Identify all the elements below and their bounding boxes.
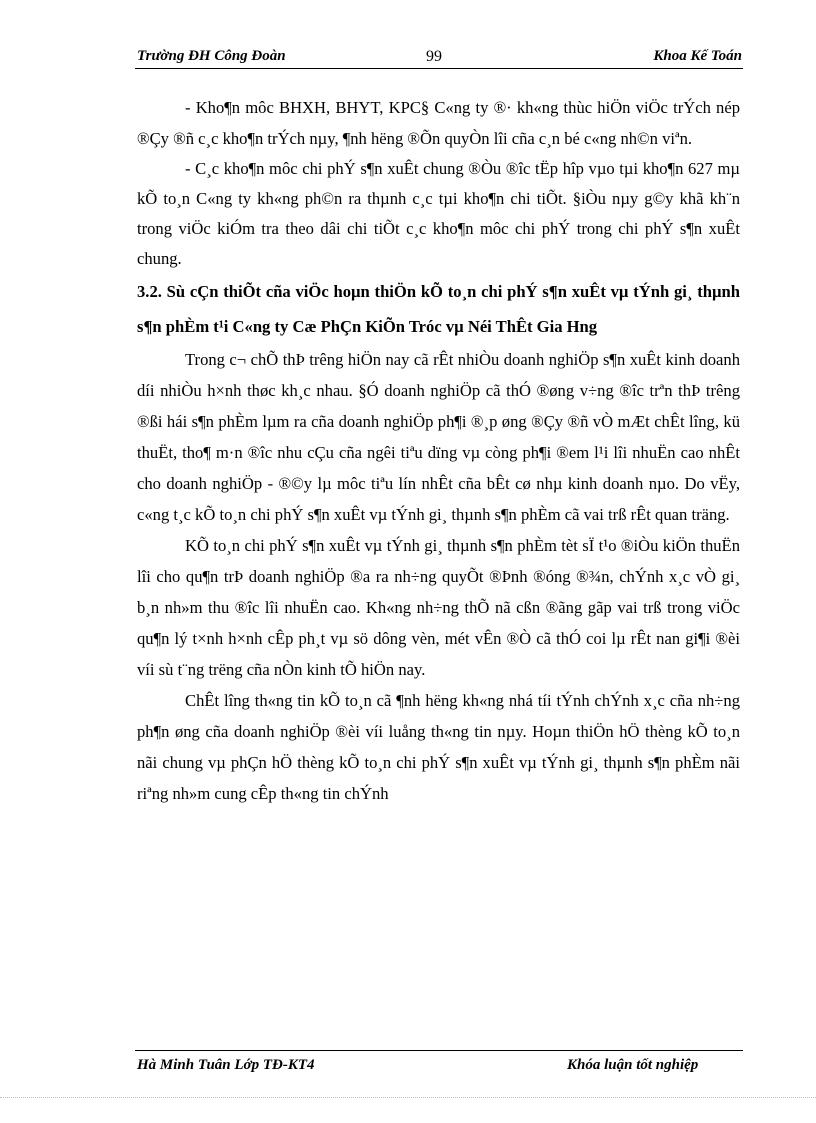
footer-thesis-label: Khóa luận tốt nghiệp [567,1057,699,1073]
paragraph-bhxh: - Kho¶n môc BHXH, BHYT, KPC§ C«ng ty ®· kh«ng thùc hiÖn viÖc trÝch nép ®Çy ®ñ c¸c kho¶n trÝch nµy, ¶nh hëng ®Õn quyÒn lîi cña c¸n bé c«ng nh©n viªn. [137,98,740,148]
page-footer [137,1055,742,1077]
paragraph-chat-luong-thong-tin: ChÊt lîng th«ng tin kÕ to¸n cã ¶nh hëng kh«ng nhá tíi tÝnh chÝnh x¸c cña nh÷ng ph¶n øng cña doanh nghiÖp ®èi víi luång th«ng tin nµy. Hoµn thiÖn hÖ thèng kÕ to¸n nãi chung vµ phÇn hÖ thèng kÕ to¸n chi phÝ s¶n xuÊt vµ tÝnh gi¸ thµnh s¶n phÈm nãi riªng nh»m cung cÊp th«ng tin chÝnh [137,691,740,803]
page-header [137,46,742,68]
footer-rule [135,1050,743,1051]
document-body [137,92,740,809]
paragraph-co-che-thi-truong: Trong c¬ chÕ thÞ trêng hiÖn nay cã rÊt nhiÒu doanh nghiÖp s¶n xuÊt kinh doanh díi nhiÒu h×nh thøc kh¸c nhau. §Ó doanh nghiÖp cã thÓ ®øng v÷ng ®îc trªn thÞ trêng ®ßi hái s¶n phÈm lµm ra cña doanh nghiÖp ph¶i ®¸p øng ®Çy ®ñ vÒ mÆt chÊt lîng, kü thuËt, tho¶ m·n ®îc nhu cÇu cña ngêi tiªu dïng vµ còng ph¶i ®em l¹i lîi nhuËn cao nhÊt cho doanh nghiÖp - ®©y lµ môc tiªu lín nhÊt cña bÊt cø nhµ kinh doanh nµo. Do vËy, c«ng t¸c kÕ to¸n chi phÝ s¶n xuÊt vµ tÝnh gi¸ thµnh s¶n phÈm cã vai trß rÊt quan träng. [137,350,740,524]
paragraph-chi-phi-chung: - C¸c kho¶n môc chi phÝ s¶n xuÊt chung ®Òu ®îc tËp hîp vµo tµi kho¶n 627 mµ kÕ to¸n C«ng ty kh«ng ph©n ra thµnh c¸c tµi kho¶n chi tiÕt. §iÒu nµy g©y khã kh¨n trong viÖc kiÓm tra theo dâi chi tiÕt c¸c kho¶n môc chi phÝ trong chi phÝ s¶n xuÊt chung. [137,159,740,268]
header-school-name: Trường ĐH Công Đoàn [137,48,286,64]
header-faculty-name: Khoa Kế Toán [653,48,742,64]
header-page-number: 99 [426,48,442,65]
header-rule [135,68,743,69]
page-bottom-divider [0,1097,816,1098]
section-heading: 3.2. Sù cÇn thiÕt cña viÖc hoµn thiÖn kÕ to¸n chi phÝ s¶n xuÊt vµ tÝnh gi¸ thµnh s¶n phÈm t¹i C«ng ty Cæ PhÇn KiÕn Tróc vµ Néi ThÊt Gia Hng [137,282,740,336]
footer-author: Hà Minh Tuân Lớp TĐ-KT4 [137,1057,315,1073]
paragraph-ke-toan-chi-phi: KÕ to¸n chi phÝ s¶n xuÊt vµ tÝnh gi¸ thµnh s¶n phÈm tèt sÏ t¹o ®iÒu kiÖn thuËn lîi cho qu¶n trÞ doanh nghiÖp ®a ra nh÷ng quyÕt ®Þnh ®óng ®¾n, chÝnh x¸c vÒ gi¸ b¸n nh»m thu ®îc lîi nhuËn cao. Kh«ng nh÷ng thÕ nã cßn ®ãng gãp vai trß trong viÖc qu¶n lý t×nh h×nh cÊp ph¸t vµ sö dông vèn, mét vÊn ®Ò cã thÓ coi lµ rÊt nan gi¶i ®èi víi sù t¨ng trëng cña nÒn kinh tÕ hiÖn nay. [137,536,740,679]
